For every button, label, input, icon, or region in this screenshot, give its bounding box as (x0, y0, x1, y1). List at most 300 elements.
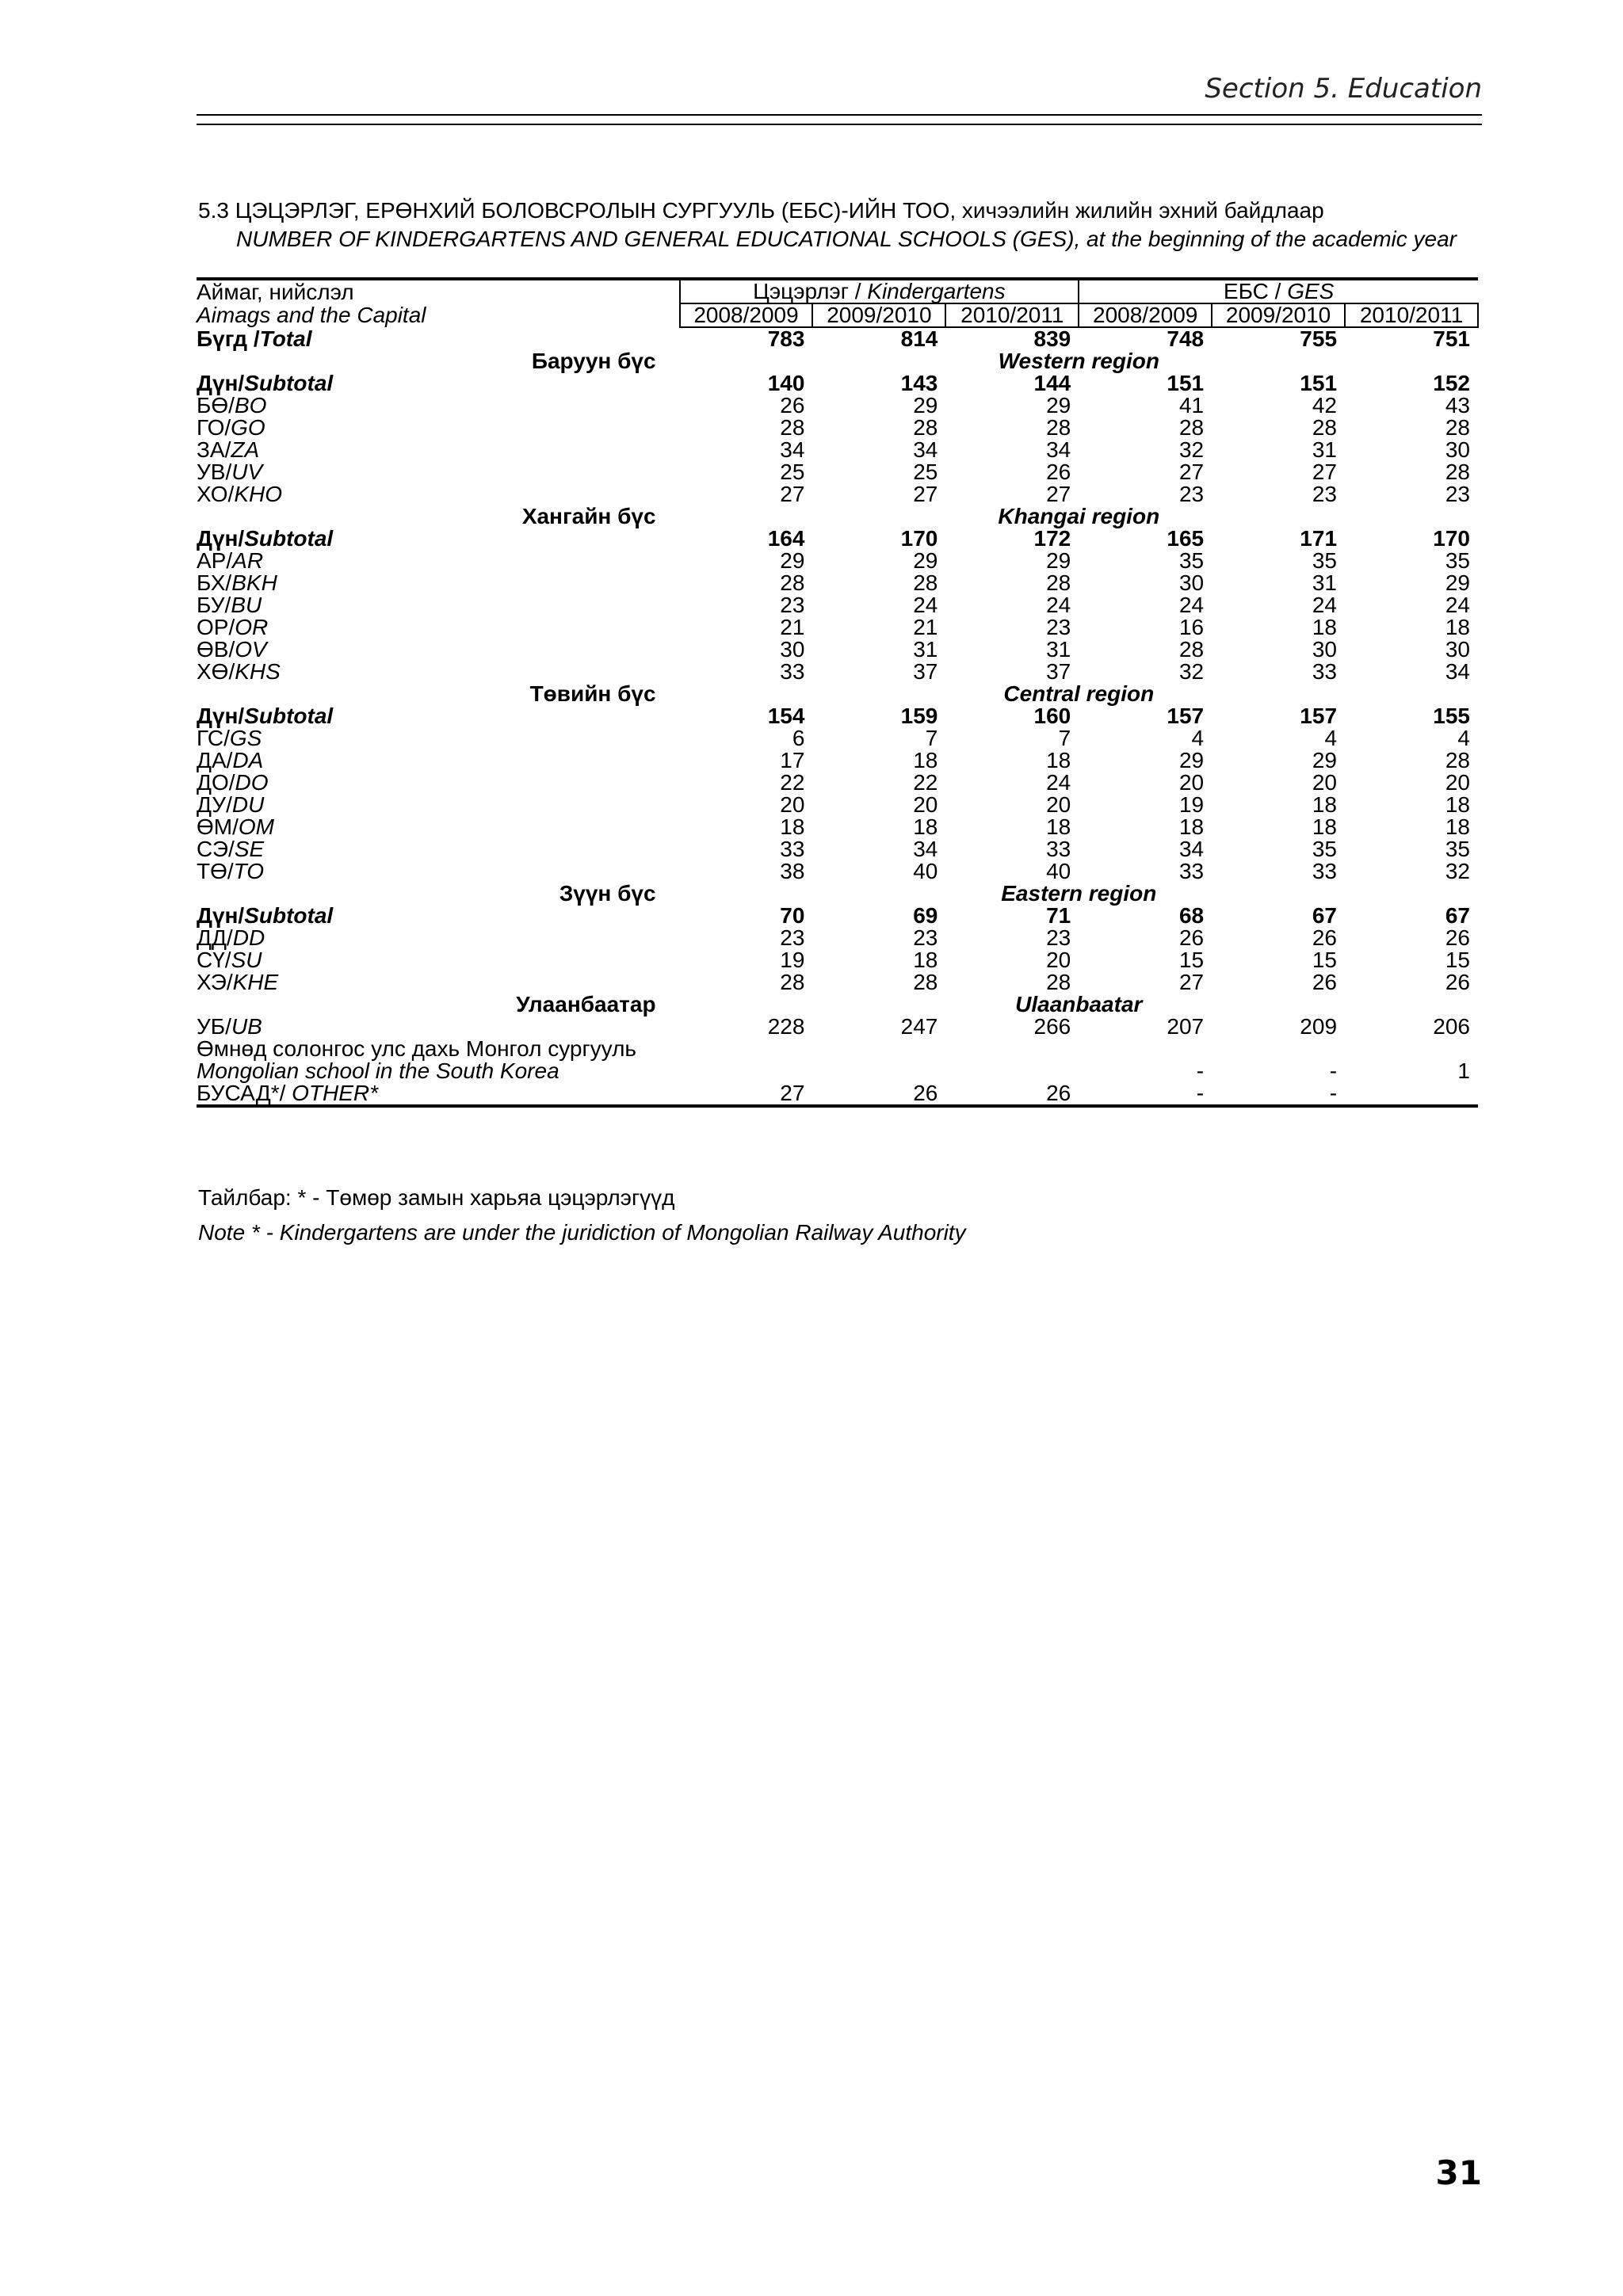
row-label-en: UV (231, 460, 263, 484)
value-cell: 4 (1457, 726, 1470, 750)
row-label-en: DU (231, 792, 265, 817)
value-cell: 28 (1312, 415, 1338, 440)
row-label (197, 1082, 680, 1106)
value-cell: 26 (1445, 925, 1470, 950)
value-cell: 26 (812, 1082, 945, 1106)
value-cell: 155 (1433, 704, 1470, 728)
value-cell: 35 (1445, 837, 1470, 861)
value-cell: 40 (913, 859, 938, 883)
table-row (197, 772, 1478, 794)
value-cell: 20 (1046, 948, 1071, 972)
value-cell: 26 (1046, 460, 1071, 484)
value-cell: 27 (1178, 460, 1205, 484)
value-cell: - (1212, 1082, 1345, 1106)
value-cell: 30 (1178, 570, 1205, 595)
table-row (197, 949, 1478, 971)
group-ges (1079, 279, 1478, 303)
row-label (197, 395, 680, 417)
value-cell: 34 (1445, 659, 1470, 684)
region-name-mn: Баруун бүс (531, 349, 656, 373)
value-cell: 28 (1445, 415, 1470, 440)
value-cell: 23 (1178, 482, 1205, 506)
region-name-en: Khangai region (998, 504, 1160, 528)
value-cell: 206 (1433, 1014, 1470, 1039)
row-label-en: Subtotal (244, 526, 334, 551)
value-cell: 25 (913, 460, 938, 484)
value-cell: 24 (1178, 593, 1205, 617)
value-cell: 40 (1046, 859, 1071, 883)
value-cell (1345, 1082, 1478, 1106)
row-label (197, 860, 680, 883)
value-cell: 26 (1312, 925, 1338, 950)
row-label-mn: ГО/ (197, 415, 231, 440)
value-cell: 29 (780, 548, 805, 573)
row-label (197, 949, 680, 971)
value-cell: 18 (913, 748, 938, 772)
value-cell: 209 (1300, 1014, 1338, 1039)
value-cell: 34 (913, 437, 938, 462)
row-label (197, 794, 680, 816)
region-row (197, 505, 1478, 528)
region-row (197, 883, 1478, 905)
value-cell: 18 (1445, 615, 1470, 639)
value-cell: 19 (780, 948, 805, 972)
group-kindergartens-mn: Цэцэрлэг / (753, 279, 868, 303)
row-label-mn: ДУ/ (197, 792, 232, 817)
value-cell: 152 (1433, 371, 1470, 395)
value-cell: 24 (1046, 770, 1071, 795)
subtotal-row (197, 372, 1478, 395)
section-header: Section 5. Education (1205, 73, 1482, 105)
value-cell: 143 (900, 371, 938, 395)
table-row (197, 860, 1478, 883)
value-cell: 17 (780, 748, 805, 772)
row-label-en: SE (234, 837, 265, 861)
value-cell (945, 1060, 1079, 1082)
region-name-mn: Зүүн бүс (559, 881, 656, 906)
row-label (197, 616, 680, 639)
value-cell: 30 (780, 637, 805, 662)
notes (198, 1180, 966, 1250)
row-label-en: OM (238, 814, 274, 839)
value-cell: 33 (1312, 859, 1338, 883)
row-label-mn: БУСАД*/ (197, 1081, 292, 1105)
value-cell: 33 (780, 659, 805, 684)
region-name-mn: Хангайн бүс (521, 504, 656, 528)
value-cell: 33 (780, 837, 805, 861)
korea-row-mn (197, 1038, 1478, 1060)
table-row (197, 572, 1478, 594)
korea-label-en: Mongolian school in the South Korea (197, 1058, 559, 1083)
row-label (197, 661, 680, 683)
row-label-mn: Дүн/ (197, 371, 245, 395)
value-cell: 28 (1178, 637, 1205, 662)
row-label-en: OR (235, 615, 269, 639)
table-row (197, 616, 1478, 639)
table-title-en: NUMBER OF KINDERGARTENS AND GENERAL EDUCATIONAL SCHOOLS (GES), at the beginning of the academic year (236, 227, 1457, 251)
row-label-mn: ХӨ/ (197, 659, 235, 684)
row-label-en: GO (231, 415, 265, 440)
col-head-mn: Аймаг, нийслэл (197, 279, 680, 303)
value-cell: 28 (1445, 748, 1470, 772)
row-label (197, 639, 680, 661)
value-cell: 783 (767, 326, 805, 351)
value-cell: 33 (1046, 837, 1071, 861)
row-label-en: UB (231, 1014, 262, 1039)
row-label (197, 461, 680, 483)
table-row (197, 550, 1478, 572)
value-cell: 20 (1178, 770, 1205, 795)
row-label-mn: УБ/ (197, 1014, 231, 1039)
value-cell: 839 (1033, 326, 1071, 351)
row-label-en: DD (232, 925, 265, 950)
row-label-en: GS (229, 726, 262, 750)
value-cell: 228 (767, 1014, 805, 1039)
value-cell: 67 (1312, 903, 1338, 928)
header-row-groups (197, 279, 1478, 303)
value-cell: 157 (1300, 704, 1338, 728)
value-cell: 164 (767, 526, 805, 551)
region-name-en: Ulaanbaatar (1015, 992, 1143, 1016)
row-label-mn: ЗА/ (197, 437, 231, 462)
value-cell: 29 (1046, 393, 1071, 418)
value-cell: 31 (1312, 437, 1338, 462)
value-cell: 32 (1178, 659, 1205, 684)
value-cell: 26 (780, 393, 805, 418)
value-cell: 4 (1324, 726, 1338, 750)
row-label-en: ZA (231, 437, 260, 462)
korea-label-mn: Өмнөд солонгос улс дахь Монгол сургууль (197, 1036, 636, 1061)
row-label-en: KHO (234, 482, 282, 506)
value-cell: 37 (913, 659, 938, 684)
year-head: 2010/2011 (945, 303, 1079, 327)
row-label-mn: Дүн/ (197, 903, 245, 928)
table-row (197, 439, 1478, 461)
value-cell: 247 (900, 1014, 938, 1039)
row-label-mn: АР/ (197, 548, 233, 573)
value-cell: 19 (1178, 792, 1205, 817)
row-label (197, 528, 680, 550)
value-cell: 18 (1445, 814, 1470, 839)
row-label-mn: ХЭ/ (197, 970, 233, 994)
table-row (197, 838, 1478, 860)
value-cell: 34 (1178, 837, 1205, 861)
region-row (197, 683, 1478, 705)
region-name-mn: Төвийн бүс (529, 681, 656, 706)
group-ges-mn: ЕБС / (1223, 279, 1288, 303)
value-cell: 29 (1178, 748, 1205, 772)
row-label (197, 971, 680, 994)
table-title-mn: 5.3 ЦЭЦЭРЛЭГ, ЕРӨНХИЙ БОЛОВСРОЛЫН СУРГУУЛЬ (ЕБС)-ИЙН ТОО, хичээлийн жилийн эхний байдлаар (198, 198, 1324, 223)
row-label-mn: СҮ/ (197, 948, 231, 972)
value-cell: 35 (1312, 837, 1338, 861)
row-label (197, 772, 680, 794)
page-number: 31 (1435, 2153, 1482, 2192)
value-cell: 18 (1312, 814, 1338, 839)
row-label-mn: Дүн/ (197, 526, 245, 551)
value-cell: 751 (1433, 326, 1470, 351)
value-cell: 157 (1167, 704, 1205, 728)
value-cell: 38 (780, 859, 805, 883)
table-row (197, 794, 1478, 816)
row-label (197, 838, 680, 860)
value-cell: 28 (913, 970, 938, 994)
row-label-en: TO (233, 859, 265, 883)
subtotal-row (197, 705, 1478, 727)
row-label-mn: БХ/ (197, 570, 232, 595)
value-cell: 32 (1445, 859, 1470, 883)
value-cell: 171 (1300, 526, 1338, 551)
region-row (197, 994, 1478, 1016)
value-cell: 32 (1178, 437, 1205, 462)
value-cell (812, 1060, 945, 1082)
value-cell: 27 (913, 482, 938, 506)
value-cell: 31 (913, 637, 938, 662)
row-label-mn: БУ/ (197, 593, 231, 617)
row-label (197, 327, 680, 350)
value-cell: 172 (1033, 526, 1071, 551)
row-label (197, 905, 680, 927)
value-cell: 71 (1046, 903, 1071, 928)
table-row (197, 749, 1478, 772)
value-cell: 23 (1312, 482, 1338, 506)
row-label-en: BKH (231, 570, 277, 595)
row-label (197, 439, 680, 461)
value-cell: 16 (1178, 615, 1205, 639)
table-row (197, 727, 1478, 749)
row-label-en: KHE (232, 970, 279, 994)
group-ges-en: GES (1287, 279, 1335, 303)
value-cell: 28 (1445, 460, 1470, 484)
note-mn: Тайлбар: * - Төмөр замын харьяа цэцэрлэгүүд (198, 1185, 675, 1210)
value-cell: 31 (1046, 637, 1071, 662)
value-cell: 24 (1046, 593, 1071, 617)
value-cell (680, 1060, 813, 1082)
row-label-mn: Бүгд / (197, 326, 260, 351)
korea-row (197, 1060, 1478, 1082)
value-cell: 34 (780, 437, 805, 462)
value-cell: 165 (1167, 526, 1205, 551)
value-cell: 22 (780, 770, 805, 795)
region-row (197, 350, 1478, 372)
row-label (197, 417, 680, 439)
value-cell: 755 (1300, 326, 1338, 351)
value-cell: 266 (1033, 1014, 1071, 1039)
row-label-en: KHS (235, 659, 281, 684)
row-label-mn: ОР/ (197, 615, 235, 639)
value-cell: 20 (1312, 770, 1338, 795)
row-label-en: BU (231, 593, 262, 617)
row-label (197, 483, 680, 505)
value-cell: 151 (1167, 371, 1205, 395)
year-head: 2009/2010 (812, 303, 945, 327)
row-label-en: OV (235, 637, 267, 662)
value-cell: 23 (1445, 482, 1470, 506)
group-kindergartens (680, 279, 1079, 303)
value-cell: 27 (680, 1082, 813, 1106)
value-cell: 43 (1445, 393, 1470, 418)
value-cell: - (1329, 1058, 1338, 1083)
row-label-en: DO (235, 770, 269, 795)
table-title (198, 196, 1506, 254)
row-label (197, 550, 680, 572)
header-row-years (197, 303, 1478, 327)
value-cell: 35 (1445, 548, 1470, 573)
value-cell: 30 (1445, 637, 1470, 662)
value-cell: 18 (780, 814, 805, 839)
row-label-mn: ХО/ (197, 482, 235, 506)
value-cell: 33 (1178, 859, 1205, 883)
row-label-en: Subtotal (244, 903, 334, 928)
value-cell: 23 (780, 593, 805, 617)
value-cell: 15 (1445, 948, 1470, 972)
value-cell: 4 (1191, 726, 1205, 750)
row-label-mn: ТӨ/ (197, 859, 234, 883)
table-row (197, 395, 1478, 417)
value-cell: 748 (1167, 326, 1205, 351)
value-cell: 20 (1046, 792, 1071, 817)
value-cell: 170 (900, 526, 938, 551)
group-kindergartens-en: Kindergartens (867, 279, 1006, 303)
value-cell: 41 (1178, 393, 1205, 418)
row-label (197, 727, 680, 749)
value-cell: 154 (767, 704, 805, 728)
value-cell: 24 (1445, 593, 1470, 617)
row-label (197, 594, 680, 616)
other-row (197, 1082, 1478, 1106)
value-cell: 28 (913, 415, 938, 440)
value-cell: 29 (1312, 748, 1338, 772)
row-label-mn: ГС/ (197, 726, 230, 750)
value-cell: 18 (913, 814, 938, 839)
value-cell: 160 (1033, 704, 1071, 728)
value-cell: 7 (1058, 726, 1071, 750)
value-cell: 7 (925, 726, 938, 750)
year-head: 2008/2009 (680, 303, 813, 327)
value-cell: 69 (913, 903, 938, 928)
value-cell: 21 (913, 615, 938, 639)
value-cell: 144 (1033, 371, 1071, 395)
col-head-en: Aimags and the Capital (197, 303, 426, 327)
value-cell: 18 (1046, 814, 1071, 839)
header-rule-bottom (197, 124, 1482, 125)
row-label (197, 372, 680, 395)
value-cell: 6 (792, 726, 805, 750)
value-cell: 28 (1046, 570, 1071, 595)
table-row (197, 461, 1478, 483)
value-cell: 26 (1445, 970, 1470, 994)
table-row (197, 971, 1478, 994)
value-cell: 27 (780, 482, 805, 506)
value-cell: 21 (780, 615, 805, 639)
value-cell: 18 (1445, 792, 1470, 817)
value-cell: 140 (767, 371, 805, 395)
row-label (197, 1016, 680, 1038)
value-cell: 27 (1312, 460, 1338, 484)
value-cell: 28 (780, 970, 805, 994)
row-label-mn: СЭ/ (197, 837, 235, 861)
value-cell: 170 (1433, 526, 1470, 551)
value-cell: 20 (913, 792, 938, 817)
value-cell: 27 (1178, 970, 1205, 994)
value-cell: 18 (1312, 615, 1338, 639)
value-cell: 34 (913, 837, 938, 861)
value-cell: 30 (1312, 637, 1338, 662)
row-label-en: AR (232, 548, 264, 573)
value-cell: 814 (900, 326, 938, 351)
row-label-mn: ДД/ (197, 925, 233, 950)
value-cell: 26 (945, 1082, 1079, 1106)
value-cell: 23 (780, 925, 805, 950)
value-cell: 23 (913, 925, 938, 950)
row-label-mn: УВ/ (197, 460, 232, 484)
value-cell: 28 (913, 570, 938, 595)
value-cell: 35 (1312, 548, 1338, 573)
table-row (197, 417, 1478, 439)
table-row (197, 1016, 1478, 1038)
value-cell: 29 (913, 548, 938, 573)
value-cell: 1 (1457, 1058, 1470, 1083)
table-row (197, 639, 1478, 661)
year-head: 2008/2009 (1079, 303, 1212, 327)
row-label-en: OTHER* (292, 1081, 379, 1105)
row-label-en: BO (234, 393, 267, 418)
value-cell: 15 (1312, 948, 1338, 972)
value-cell: 18 (1046, 748, 1071, 772)
table-row (197, 927, 1478, 949)
total-row (197, 327, 1478, 350)
value-cell: 25 (780, 460, 805, 484)
value-cell: 31 (1312, 570, 1338, 595)
value-cell: 29 (1445, 570, 1470, 595)
value-cell: 68 (1178, 903, 1205, 928)
value-cell: 18 (1178, 814, 1205, 839)
table-row (197, 594, 1478, 616)
row-label-mn: ӨМ/ (197, 814, 239, 839)
data-table (197, 277, 1479, 1108)
value-cell: 26 (1312, 970, 1338, 994)
value-cell: 28 (1178, 415, 1205, 440)
value-cell: 23 (1046, 615, 1071, 639)
row-label-en: Total (259, 326, 312, 351)
value-cell: 22 (913, 770, 938, 795)
header-rule-top (197, 114, 1482, 116)
subtotal-row (197, 528, 1478, 550)
row-label-mn: БӨ/ (197, 393, 235, 418)
row-label-en: Subtotal (244, 371, 334, 395)
table-row (197, 661, 1478, 683)
value-cell: 24 (913, 593, 938, 617)
year-head: 2009/2010 (1212, 303, 1345, 327)
row-label-en: Subtotal (244, 704, 334, 728)
region-name-en: Western region (998, 349, 1159, 373)
value-cell: 35 (1178, 548, 1205, 573)
subtotal-row (197, 905, 1478, 927)
value-cell: 29 (913, 393, 938, 418)
row-label (197, 927, 680, 949)
value-cell: 24 (1312, 593, 1338, 617)
value-cell: 27 (1046, 482, 1071, 506)
value-cell: 28 (780, 570, 805, 595)
value-cell: - (1079, 1082, 1212, 1106)
table-row (197, 483, 1478, 505)
region-name-mn: Улаанбаатар (516, 992, 656, 1016)
value-cell: 207 (1167, 1014, 1205, 1039)
value-cell: 18 (913, 948, 938, 972)
value-cell: 29 (1046, 548, 1071, 573)
value-cell: 28 (780, 415, 805, 440)
row-label-mn: ДО/ (197, 770, 235, 795)
